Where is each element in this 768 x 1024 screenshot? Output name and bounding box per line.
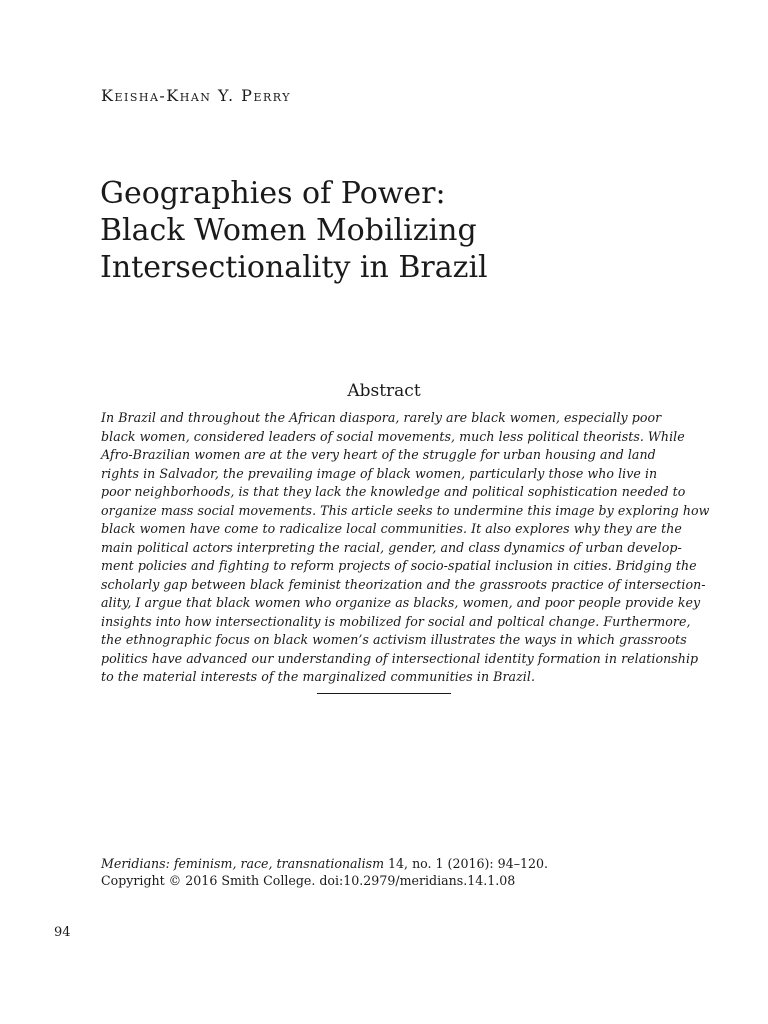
author-name: Keisha-Khan Y. Perry [101, 86, 291, 105]
abstract-line: rights in Salvador, the prevailing image of black women, particularly those who live in [101, 465, 658, 481]
abstract-line: Afro-Brazilian women are at the very heart of the struggle for urban housing and land [101, 447, 656, 462]
abstract-line: ality, I argue that black women who organize as blacks, women, and poor people provide key [101, 595, 701, 610]
title-line: Geographies of Power: [100, 176, 446, 211]
journal-name: Meridians: feminism, race, transnationalism [101, 856, 385, 871]
section-divider [317, 693, 451, 694]
page-number: 94 [54, 925, 71, 940]
abstract-heading: Abstract [347, 381, 421, 401]
abstract-line: insights into how intersectionality is mobilized for social and poltical change. Furthermore, [101, 613, 691, 629]
citation-line [101, 855, 548, 872]
abstract-line: politics have advanced our understanding of intersectional identity formation in relationship [101, 650, 699, 666]
citation-block [101, 855, 548, 889]
citation-details: 14, no. 1 (2016): 94–120. [384, 856, 549, 871]
abstract-line: main political actors interpreting the racial, gender, and class dynamics of urban develop- [101, 539, 682, 555]
abstract-line: organize mass social movements. This article seeks to undermine this image by exploring how [101, 502, 710, 518]
abstract-line: In Brazil and throughout the African diaspora, rarely are black women, especially poor [101, 410, 662, 425]
abstract-line: the ethnographic focus on black women’s activism illustrates the ways in which grassroots [101, 632, 687, 647]
abstract-line: scholarly gap between black feminist theorization and the grassroots practice of intersection- [101, 576, 706, 592]
abstract-line: black women, considered leaders of social movements, much less political theorists. While [101, 428, 685, 444]
title-line: Intersectionality in Brazil [100, 250, 488, 285]
abstract-line: black women have come to radicalize local communities. It also explores why they are the [101, 521, 682, 536]
abstract-line: ment policies and fighting to reform projects of socio-spatial inclusion in cities. Bridging the [101, 558, 697, 573]
abstract-line: to the material interests of the marginalized communities in Brazil. [101, 669, 535, 684]
title-line: Black Women Mobilizing [100, 213, 477, 248]
article-title [100, 175, 660, 286]
abstract-body [101, 409, 710, 687]
copyright-line: Copyright © 2016 Smith College. doi:10.2979/meridians.14.1.08 [101, 873, 516, 888]
abstract-line: poor neighborhoods, is that they lack the knowledge and political sophistication needed to [101, 484, 686, 499]
